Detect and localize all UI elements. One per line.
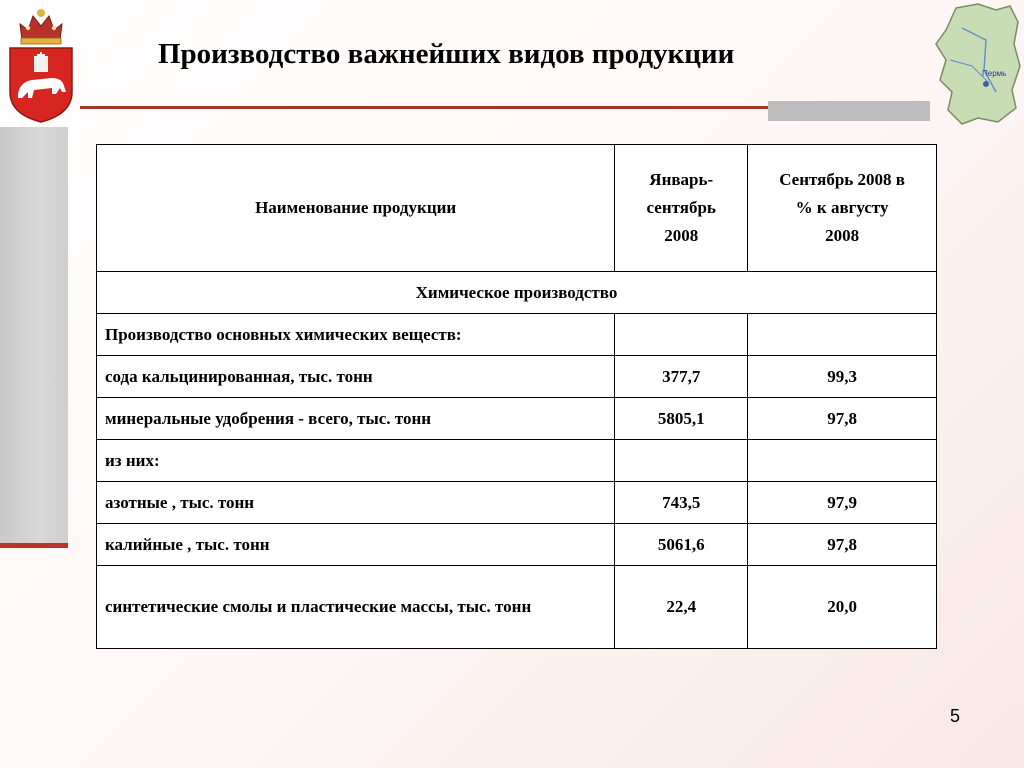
left-decor-rule xyxy=(0,543,68,548)
row-name: калийные , тыс. тонн xyxy=(97,524,615,566)
coat-of-arms-icon xyxy=(6,2,76,124)
row-value-percent: 97,8 xyxy=(748,524,937,566)
row-name: синтетические смолы и пластические массы, тыс. тонн xyxy=(97,566,615,649)
left-decor-bar xyxy=(0,127,68,545)
map-city-label: Пермь xyxy=(982,69,1007,78)
production-table xyxy=(96,144,937,649)
table-row xyxy=(97,482,937,524)
table-row xyxy=(97,356,937,398)
page-number: 5 xyxy=(950,706,961,726)
table-row xyxy=(97,314,937,356)
row-name: минеральные удобрения - всего, тыс. тонн xyxy=(97,398,615,440)
row-value-percent xyxy=(748,440,937,482)
row-value-jan-sep xyxy=(615,314,748,356)
row-value-percent: 97,9 xyxy=(748,482,937,524)
section-chemical-production: Химическое производство xyxy=(97,272,937,314)
row-value-percent: 97,8 xyxy=(748,398,937,440)
row-value-jan-sep: 377,7 xyxy=(615,356,748,398)
slide-title: Производство важнейших видов продукции xyxy=(158,38,735,70)
table-row xyxy=(97,398,937,440)
title-gray-block xyxy=(768,101,930,121)
header-sep-vs-aug xyxy=(748,145,937,272)
header-product-name: Наименование продукции xyxy=(97,145,615,272)
table-section-row xyxy=(97,272,937,314)
row-value-jan-sep xyxy=(615,440,748,482)
table-header-row xyxy=(97,145,937,272)
header-col1-line1: Январь- xyxy=(649,170,714,189)
table-row xyxy=(97,524,937,566)
row-value-jan-sep: 5805,1 xyxy=(615,398,748,440)
region-map-icon xyxy=(926,0,1024,128)
row-name: Производство основных химических веществ: xyxy=(97,314,615,356)
row-value-jan-sep: 743,5 xyxy=(615,482,748,524)
row-value-percent: 99,3 xyxy=(748,356,937,398)
header-col2-line2: % к августу xyxy=(795,198,889,217)
table-row xyxy=(97,440,937,482)
header-col1-line3: 2008 xyxy=(664,226,699,245)
row-name: из них: xyxy=(97,440,615,482)
header-jan-sep-2008 xyxy=(615,145,748,272)
header-col2-line1: Сентябрь 2008 в xyxy=(779,170,905,189)
header-col2-line3: 2008 xyxy=(825,226,860,245)
row-value-percent xyxy=(748,314,937,356)
row-value-percent: 20,0 xyxy=(748,566,937,649)
row-value-jan-sep: 22,4 xyxy=(615,566,748,649)
row-name: сода кальцинированная, тыс. тонн xyxy=(97,356,615,398)
row-value-jan-sep: 5061,6 xyxy=(615,524,748,566)
table-row xyxy=(97,566,937,649)
header-col1-line2: сентябрь xyxy=(646,198,716,217)
row-name: азотные , тыс. тонн xyxy=(97,482,615,524)
